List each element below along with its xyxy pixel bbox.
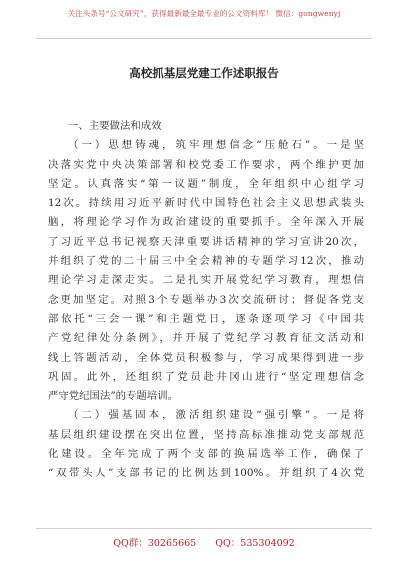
header-divider: [36, 38, 372, 39]
body-text-line: （二）强基固本，激活组织建设“强引擎”。一是将: [68, 409, 364, 422]
promo-banner: 关注头条号“公文研究”，获得最新最全最专业的公文资料库！ 微信：gongwenyj: [67, 9, 341, 18]
body-text-line: 基层组织建设摆在突出位置，坚持高标准推动党支部规范: [48, 428, 364, 441]
body-text-line: 12次。持续用习近平新时代中国特色社会主义思想武装头: [48, 197, 364, 210]
body-text-line: （一）思想铸魂，筑牢理想信念“压舱石”。一是坚: [68, 139, 364, 152]
body-text-line: 产党纪律处分条例》，并开展了党纪学习教育征文活动和: [48, 332, 364, 345]
footer-contact: [0, 535, 408, 549]
qq-number: QQ：535304092: [215, 538, 295, 549]
body-text-line: 一、主要做法和成效: [68, 120, 162, 132]
body-text-line: 巩固。此外，还组织了党员赴井冈山进行“坚定理想信念: [48, 370, 364, 383]
footer-divider: [36, 528, 372, 529]
body-text-line: 脑，将理论学习作为政治建设的重要抓手。全年深入开展: [48, 216, 364, 229]
body-text-line: 并组织了党的二十届三中全会精神的专题学习12次，推动: [48, 255, 364, 268]
body-text-line: 坚定。认真落实“第一议题”制度，全年组织中心组学习: [48, 177, 364, 190]
body-text-line: 严守党纪国法”的专题培训。: [48, 390, 178, 403]
qq-group-number: QQ群：30265665: [113, 538, 197, 549]
body-text-line: 念更加坚定。对照3个专题举办3次交流研讨；督促各党支: [48, 293, 364, 306]
body-text-line: 理论学习走深走实。二是扎实开展党纪学习教育，理想信: [48, 274, 364, 287]
body-text-line: 决落实党中央决策部署和校党委工作要求，两个维护更加: [48, 158, 364, 171]
body-text-line: 化建设。全年完成了两个支部的换届选举工作，确保了: [48, 448, 364, 461]
document-title: 高校抓基层党建工作述职报告: [129, 66, 279, 80]
body-text-line: 线上答题活动，全体党员积极参与，学习成果得到进一步: [48, 351, 364, 364]
document-body: [48, 117, 364, 484]
body-text-line: 部依托“三会一课”和主题党日，逐条逐项学习《中国共: [48, 312, 364, 325]
body-text-line: “双带头人”支部书记的比例达到100%。并组织了4次党: [48, 467, 364, 480]
body-text-line: 了习近平总书记视察天津重要讲话精神的学习宣讲20次，: [48, 235, 364, 248]
